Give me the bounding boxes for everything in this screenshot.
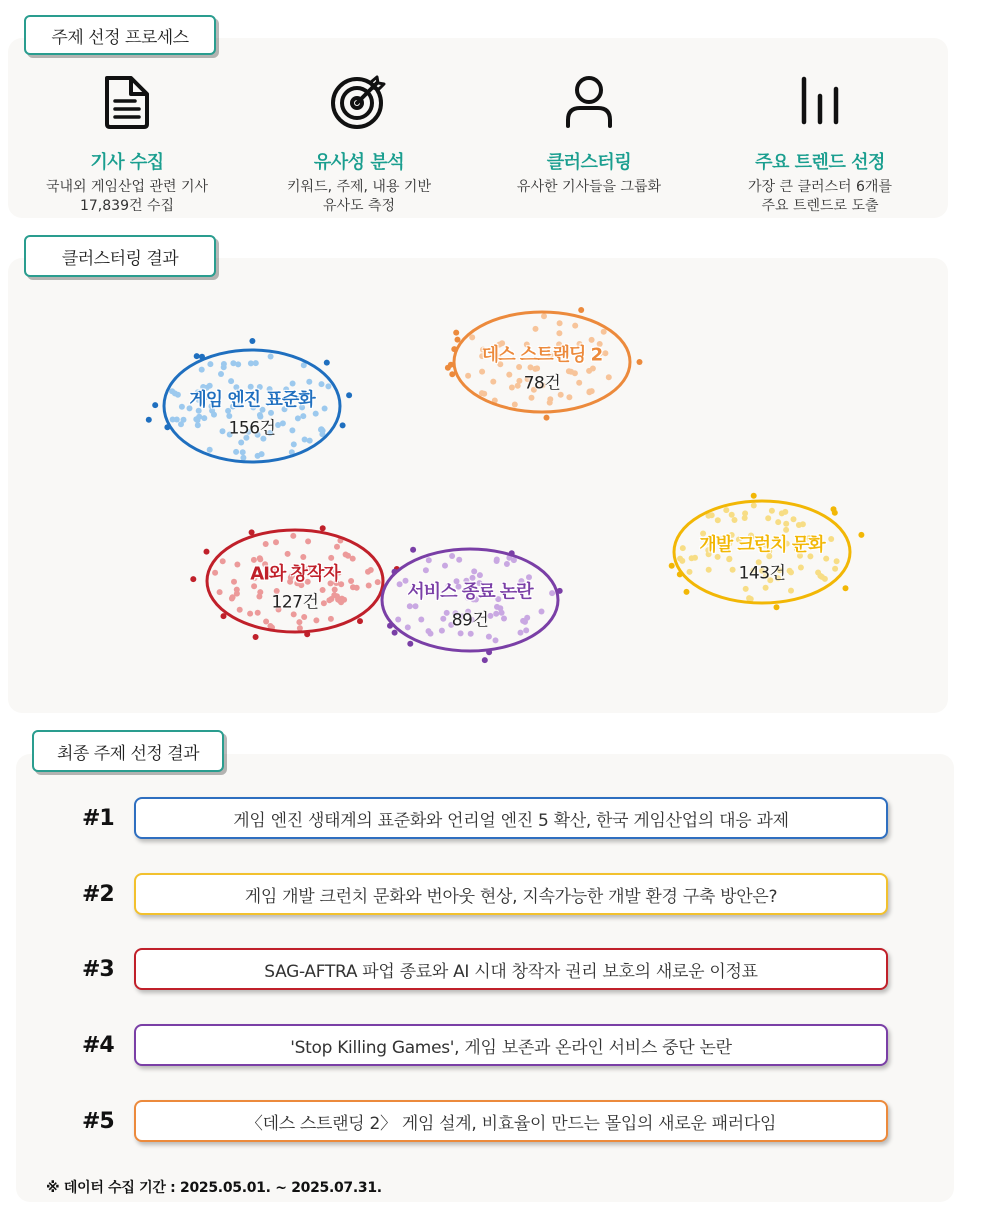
cluster-point <box>456 557 462 563</box>
cluster-point <box>234 591 240 597</box>
cluster-label-game-engine <box>189 386 314 439</box>
cluster-point <box>442 563 448 569</box>
cluster-point <box>306 379 312 385</box>
cluster-count: 143건 <box>738 563 786 584</box>
cluster-count: 89건 <box>451 610 489 631</box>
cluster-point <box>229 596 235 602</box>
cluster-point <box>743 586 749 592</box>
step-description: 유사한 기사들을 그룹화 <box>516 179 662 195</box>
cluster-outlier-point <box>843 585 849 591</box>
cluster-point <box>765 515 771 521</box>
topic-box: 〈데스 스트랜딩 2〉 게임 설계, 비효율이 만드는 몰입의 새로운 패러다임 <box>134 1100 888 1142</box>
cluster-point <box>322 406 328 412</box>
cluster-point <box>217 589 223 595</box>
cluster-outlier-point <box>858 532 864 538</box>
cluster-point <box>179 404 185 410</box>
cluster-outlier-point <box>455 337 461 343</box>
cluster-point <box>395 617 401 623</box>
cluster-point <box>828 536 834 542</box>
cluster-point <box>328 616 334 622</box>
cluster-point <box>732 517 738 523</box>
cluster-point <box>240 449 246 455</box>
cluster-point <box>680 545 686 551</box>
cluster-outlier-point <box>684 589 690 595</box>
cluster-point <box>240 455 246 461</box>
cluster-point <box>796 522 802 528</box>
cluster-point <box>788 588 794 594</box>
cluster-point <box>170 417 176 423</box>
cluster-point <box>228 378 234 384</box>
cluster-point <box>341 597 347 603</box>
cluster-outlier-point <box>669 563 675 569</box>
topic-box: SAG-AFTRA 파업 종료와 AI 시대 창작자 권리 보호의 새로운 이정표 <box>134 948 888 990</box>
cluster-name: AI와 창작자 <box>250 563 340 585</box>
cluster-point <box>601 329 607 335</box>
cluster-point <box>259 451 265 457</box>
cluster-point <box>169 388 175 394</box>
step-title: 기사 수집 <box>90 152 164 173</box>
cluster-point <box>207 447 213 453</box>
cluster-point <box>751 503 757 509</box>
cluster-point <box>234 562 240 568</box>
clustering-section-tag: 클러스터링 결과 <box>24 235 216 277</box>
cluster-point <box>307 438 313 444</box>
cluster-outlier-point <box>751 493 757 499</box>
topic-rank: #1 <box>82 806 114 831</box>
cluster-point <box>557 320 563 326</box>
cluster-point <box>715 517 721 523</box>
cluster-point <box>832 566 838 572</box>
cluster-point <box>221 361 227 367</box>
cluster-point <box>769 508 775 514</box>
cluster-point <box>334 544 340 550</box>
cluster-outlier-point <box>340 422 346 428</box>
step-title: 주요 트렌드 선정 <box>755 152 885 173</box>
cluster-point <box>471 568 477 574</box>
cluster-point <box>268 354 274 360</box>
cluster-outlier-point <box>774 604 780 610</box>
cluster-point <box>233 449 239 455</box>
cluster-label-service-shutdown <box>407 578 532 631</box>
topic-rank: #2 <box>82 882 114 907</box>
cluster-point <box>547 396 553 402</box>
cluster-point <box>263 541 269 547</box>
cluster-point <box>366 583 372 589</box>
cluster-outlier-point <box>453 330 459 336</box>
cluster-outlier-point <box>482 657 488 663</box>
cluster-point <box>285 551 291 557</box>
cluster-label-death-stranding <box>482 341 602 394</box>
cluster-name: 게임 엔진 표준화 <box>189 389 315 411</box>
cluster-point <box>465 373 471 379</box>
cluster-outlier-point <box>346 392 352 398</box>
cluster-point <box>291 441 297 447</box>
step-description: 가장 큰 클러스터 6개를 주요 트렌드로 도출 <box>748 179 892 214</box>
cluster-point <box>775 519 781 525</box>
cluster-point <box>290 533 296 539</box>
cluster-point <box>348 578 354 584</box>
cluster-point <box>207 361 213 367</box>
cluster-point <box>709 512 715 518</box>
cluster-point <box>549 590 555 596</box>
cluster-point <box>199 367 205 373</box>
cluster-outlier-point <box>832 510 838 516</box>
cluster-outlier-point <box>578 307 584 313</box>
cluster-point <box>301 614 307 620</box>
cluster-outlier-point <box>194 353 200 359</box>
cluster-point <box>296 619 302 625</box>
cluster-point <box>325 383 331 389</box>
cluster-point <box>518 630 524 636</box>
cluster-point <box>397 581 403 587</box>
cluster-point <box>504 561 510 567</box>
cluster-outlier-point <box>637 359 643 365</box>
cluster-name: 데스 스트랜딩 2 <box>481 344 603 366</box>
cluster-point <box>602 350 608 356</box>
cluster-outlier-point <box>357 618 363 624</box>
cluster-point <box>350 556 356 562</box>
topic-box: 'Stop Killing Games', 게임 보존과 온라인 서비스 중단 논란 <box>134 1024 888 1066</box>
cluster-outlier-point <box>190 576 196 582</box>
cluster-point <box>692 555 698 561</box>
cluster-point <box>297 625 303 631</box>
cluster-point <box>458 630 464 636</box>
cluster-point <box>375 579 381 585</box>
cluster-point <box>779 510 785 516</box>
step-title: 유사성 분석 <box>313 152 405 173</box>
cluster-outlier-point <box>544 415 550 421</box>
cluster-point <box>729 512 735 518</box>
cluster-name: 서비스 종료 논란 <box>407 581 533 603</box>
cluster-point <box>263 619 269 625</box>
cluster-point <box>834 558 840 564</box>
cluster-point <box>687 569 693 575</box>
cluster-count: 78건 <box>523 373 561 394</box>
cluster-outlier-point <box>249 338 255 344</box>
cluster-outlier-point <box>204 549 210 555</box>
cluster-point <box>238 440 244 446</box>
cluster-point <box>493 637 499 643</box>
step-description: 국내외 게임산업 관련 기사 17,839건 수집 <box>45 179 209 214</box>
cluster-point <box>572 323 578 329</box>
step-description: 키워드, 주제, 내용 기반 유사도 측정 <box>287 179 431 214</box>
cluster-point <box>494 557 500 563</box>
process-section-tag: 주제 선정 프로세스 <box>24 15 216 55</box>
cluster-point <box>235 361 241 367</box>
cluster-point <box>486 634 492 640</box>
cluster-count: 156건 <box>228 418 276 439</box>
cluster-count: 127건 <box>271 592 319 613</box>
topic-rank: #5 <box>82 1109 114 1134</box>
cluster-point <box>566 394 572 400</box>
cluster-outlier-point <box>320 525 326 531</box>
cluster-point <box>237 607 243 613</box>
cluster-label-ai-creators <box>250 560 339 613</box>
topic-rank: #3 <box>82 957 114 982</box>
cluster-point <box>606 374 612 380</box>
cluster-point <box>529 395 535 401</box>
cluster-outlier-point <box>324 360 330 366</box>
cluster-point <box>319 381 325 387</box>
cluster-point <box>723 507 729 513</box>
cluster-point <box>556 330 562 336</box>
cluster-outlier-point <box>152 402 158 408</box>
cluster-label-crunch-culture <box>699 531 824 584</box>
cluster-point <box>763 585 769 591</box>
cluster-point <box>231 579 237 585</box>
cluster-point <box>791 516 797 522</box>
cluster-point <box>318 426 324 432</box>
topic-box: 게임 개발 크런치 문화와 번아웃 현상, 지속가능한 개발 환경 구축 방안은? <box>134 873 888 915</box>
cluster-point <box>742 510 748 516</box>
cluster-point <box>783 521 789 527</box>
cluster-point <box>354 585 360 591</box>
final-topics-section-tag: 최종 주제 선정 결과 <box>32 730 224 772</box>
cluster-point <box>677 556 683 562</box>
cluster-point <box>541 313 547 319</box>
cluster-outlier-point <box>392 630 398 636</box>
cluster-point <box>343 552 349 558</box>
cluster-name: 개발 크런치 문화 <box>699 534 825 556</box>
cluster-outlier-point <box>407 641 413 647</box>
data-period-footnote: ※ 데이터 수집 기간 : 2025.05.01. ~ 2025.07.31. <box>46 1180 382 1196</box>
cluster-point <box>218 371 224 377</box>
topic-box: 게임 엔진 생태계의 표준화와 언리얼 엔진 5 확산, 한국 게임산업의 대응 과제 <box>134 797 888 839</box>
cluster-point <box>426 557 432 563</box>
cluster-point <box>539 609 545 615</box>
cluster-point <box>305 538 311 544</box>
cluster-point <box>220 558 226 564</box>
cluster-point <box>511 557 517 563</box>
cluster-point <box>449 553 455 559</box>
cluster-point <box>468 631 474 637</box>
cluster-point <box>212 570 218 576</box>
cluster-point <box>512 402 518 408</box>
cluster-point <box>365 569 371 575</box>
cluster-outlier-point <box>253 634 259 640</box>
cluster-point <box>533 326 539 332</box>
topic-rank: #4 <box>82 1033 114 1058</box>
cluster-point <box>469 334 475 340</box>
cluster-outlier-point <box>146 417 152 423</box>
step-title: 클러스터링 <box>546 152 632 173</box>
cluster-point <box>248 360 254 366</box>
cluster-point <box>181 417 187 423</box>
cluster-point <box>423 567 429 573</box>
cluster-point <box>313 617 319 623</box>
cluster-point <box>273 539 279 545</box>
cluster-outlier-point <box>410 547 416 553</box>
